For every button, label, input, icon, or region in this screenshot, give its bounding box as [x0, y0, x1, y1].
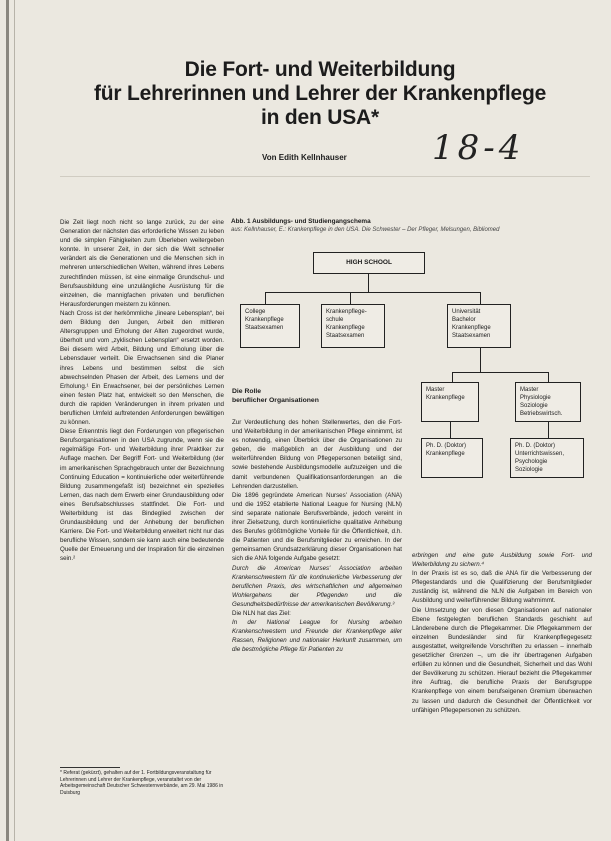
connector — [265, 292, 480, 293]
paragraph: Zur Verdeutlichung des hohen Stellenwertes, den die Fort- und Weiterbildung in der amerikanischen Pflege einnimmt, ist es notwendig, einen Überblick über die Organisationen zu geben, die maßgeblich an der Ausbildung und der weiterführenden Bildung von Pflegepersonen beteiligt sind, sowie bestehende Ausbildungsmodelle aufzuzeigen und die damit verbundenen Qualifikationsanforderungen an die Lehrenden darzustellen. — [232, 419, 402, 490]
title-line-1: Die Fort- und Weiterbildung — [184, 58, 456, 81]
quote: In der National League for Nursing arbeiten Krankenschwestern und Freunde der Krankenpflege aller Rassen, Religionen und nationaler Herkunft zusammen, um die bestmögliche Pflege für Patienten zu — [232, 619, 402, 654]
column-3-text — [412, 551, 592, 715]
title-line-2: für Lehrerinnen und Lehrer der Krankenpflege — [93, 82, 547, 105]
figure-caption-source: aus: Kellnhauser, E.: Krankenpflege in den USA. Die Schwester – Der Pfleger, Melsungen, Bibliomed — [231, 227, 500, 233]
column-2-text — [232, 418, 402, 654]
box-master-krankenpflege: Master Krankenpflege — [421, 382, 479, 422]
connector — [480, 348, 481, 372]
figure-caption-title: Abb. 1 Ausbildungs- und Studiengangschema — [231, 218, 371, 225]
box-high-school: HIGH SCHOOL — [313, 252, 425, 274]
connector — [548, 422, 549, 438]
box-universitaet: Universität Bachelor Krankenpflege Staatsexamen — [447, 304, 511, 348]
page-fold-line — [14, 0, 15, 841]
paragraph: Die 1896 gegründete American Nurses' Association (ANA) und die 1952 etablierte National League for Nursing (NLN) sind separate nationale Berufsverbände, jedoch vereint in ihrer Zielsetzung, durch kontinuierliche qualitative Anhebung des Berufes größtmögliche Vorteile für die Öffentlichkeit, d.h. die Patienten und die Berufsmitglieder zu erreichen. In der gemeinsamen Grundsatzerklärung dieser Organisationen hat sich die ANA folgende Aufgabe gesetzt: — [232, 491, 402, 563]
box-phd-other: Ph. D. (Doktor) Unterrichtswissen, Psychologie Soziologie — [510, 438, 584, 478]
connector — [450, 422, 451, 438]
connector — [368, 274, 369, 292]
box-krankenpflegeschule: Krankenpflege- schule Krankenpflege Staatsexamen — [321, 304, 385, 348]
title-line-3: in den USA* — [261, 106, 379, 129]
box-master-other: Master Physiologie Soziologie Betriebswirtsch. — [515, 382, 581, 422]
handwritten-note: 18-4 — [432, 128, 525, 168]
paragraph: erbringen und eine gute Ausbildung sowie Fort- und Weiterbildung zu sichern.⁴ — [412, 552, 592, 569]
paragraph: Die Umsetzung der von diesen Organisationen auf nationaler Ebene festgelegten beruflichen Standards geschieht auf Länderebene durch die Pflegekammer. Die Pflegekammern der einzelnen Bundesländer sind für Krankenpflegegesetz ausgestattet, weitgreifende Vorschriften zu erlassen – innerhalb gesetzlicher Grenzen –, um die ihr übertragenen Aufgaben erfüllen zu können und die Gesundheit, Sicherheit und das Wohl der Bevölkerung zu schützen. Hierauf bezieht die Pflegekammer ihre Auftrag, die berufliche Praxis der Berufsgruppe Krankenpflege von einem berufseigenen Gremium überwachen zu lassen und dadurch die Gesundheit der Öffentlichkeit vor unfähigen Pflegepersonen zu schützen. — [412, 606, 592, 714]
article-title — [40, 58, 600, 130]
box-phd-krankenpflege: Ph. D. (Doktor) Krankenpflege — [421, 438, 483, 478]
column-1-text — [60, 218, 224, 564]
paragraph: In der Praxis ist es so, daß die ANA für die Verbesserung der Pflegestandards und die Qualifizierung der Berufsmitglieder zuständig ist, während die NLN die Aufgaben im Bereich von Ausbildung und weiterführender Bildung wahrnimmt. — [412, 570, 592, 605]
paragraph: Nach Cross ist der herkömmliche „lineare Lebensplan“, bei dem Bildung den Jungen, Arbeit den mittleren Altersgruppen und Erholung der Alten zugeordnet wurde, überholt und vom „zyklischen Lebensplan“ ersetzt worden. Bei diesem wird Arbeit, Bildung und Erholung über die Lebensdauer verteilt. Die Erwachsenen sind die Planer ihres Lebens und bestimmen selbst die sich abwechselnden Phasen der Arbeit, des Lernens und der Erholung.¹ Ein Erwachsener, bei der persönliches Lernen einen festen Platz hat, entwickelt so den Menschen, die durch die rapiden Veränderungen in ihrem privaten und beruflichen Umfeld auftretenden Anforderungen bewältigen zu können. — [60, 309, 224, 427]
connector — [350, 292, 351, 304]
header-divider — [60, 176, 590, 177]
connector — [265, 292, 266, 304]
section-heading: Die Rolle beruflicher Organisationen — [232, 388, 319, 404]
paragraph: Diese Erkenntnis liegt den Forderungen von pflegerischen Berufsorganisationen in den USA zugrunde, wenn sie die regelmäßige Fort- und Weiterbildung ihrer Praktiker zur Auflage machen. Der Begriff Fort- und Weiterbildung (der im amerikanischen Sprachgebrauch unter der Bezeichnung Continuing Education = kontinuierliche oder weiterführende Bildung zusammengefaßt ist) bezeichnet ein spezielles Lernen, das nach dem Erwerb einer Grundausbildung oder eines Berufsabschlusses stattfindet. Die Fort- und Weiterbildung ist das Bindeglied zwischen der Grundausbildung und der Anhebung der beruflichen Karriere. Die Fort- und Weiterbildung erweitert nicht nur das berufliche Wissen, sondern sie kann auch eine bedeutende Quelle der Erneuerung und der Inspiration für die einzelnen sein.² — [60, 428, 224, 563]
paragraph: Die Zeit liegt noch nicht so lange zurück, zu der eine Generation der nächsten das erforderliche Wissen zu leben und die simplen Fähigkeiten zum Überleben weitergeben konnte. In unserer Zeit, in der sich die Welt schneller verändert als die Generationen und die Menschen sich in mehreren unterschiedlichen Welten, während ihres Lebens zurechtfinden müssen, ist eine einmalige Grundschul- und Berufsausbildung eine unzulängliche Ausrüstung für die einzelnen, die mannigfachen privaten und beruflichen Herausforderungen meistern zu können. — [60, 219, 224, 308]
author-byline: Von Edith Kellnhauser — [262, 153, 347, 162]
footnote-rule — [60, 767, 120, 768]
connector — [548, 372, 549, 382]
footnote: * Referat (gekürzt), gehalten auf der 1. Fortbildungsveranstaltung für Lehrerinnen und Lehrer der Krankenpflege, veranstaltet von der Arbeitsgemeinschaft Deutscher Schwesternverbände, am 29. Mai 1986 in Duisburg — [60, 770, 224, 796]
box-college: College Krankenpflege Staatsexamen — [240, 304, 300, 348]
connector — [480, 292, 481, 304]
figure-caption — [231, 218, 591, 234]
quote: Durch die American Nurses' Association arbeiten Krankenschwestern für die kontinuierliche Verbesserung der beruflichen Praxis, des wirtschaftlichen und allgemeinen Wohlergehens der Pflegenden und die Gesundheitsbedürfnisse der amerikanischen Bevölkerung.³ — [232, 564, 402, 608]
connector — [452, 372, 453, 382]
paragraph: Die NLN hat das Ziel: — [232, 609, 291, 617]
connector — [452, 372, 548, 373]
binding-edge — [6, 0, 9, 841]
